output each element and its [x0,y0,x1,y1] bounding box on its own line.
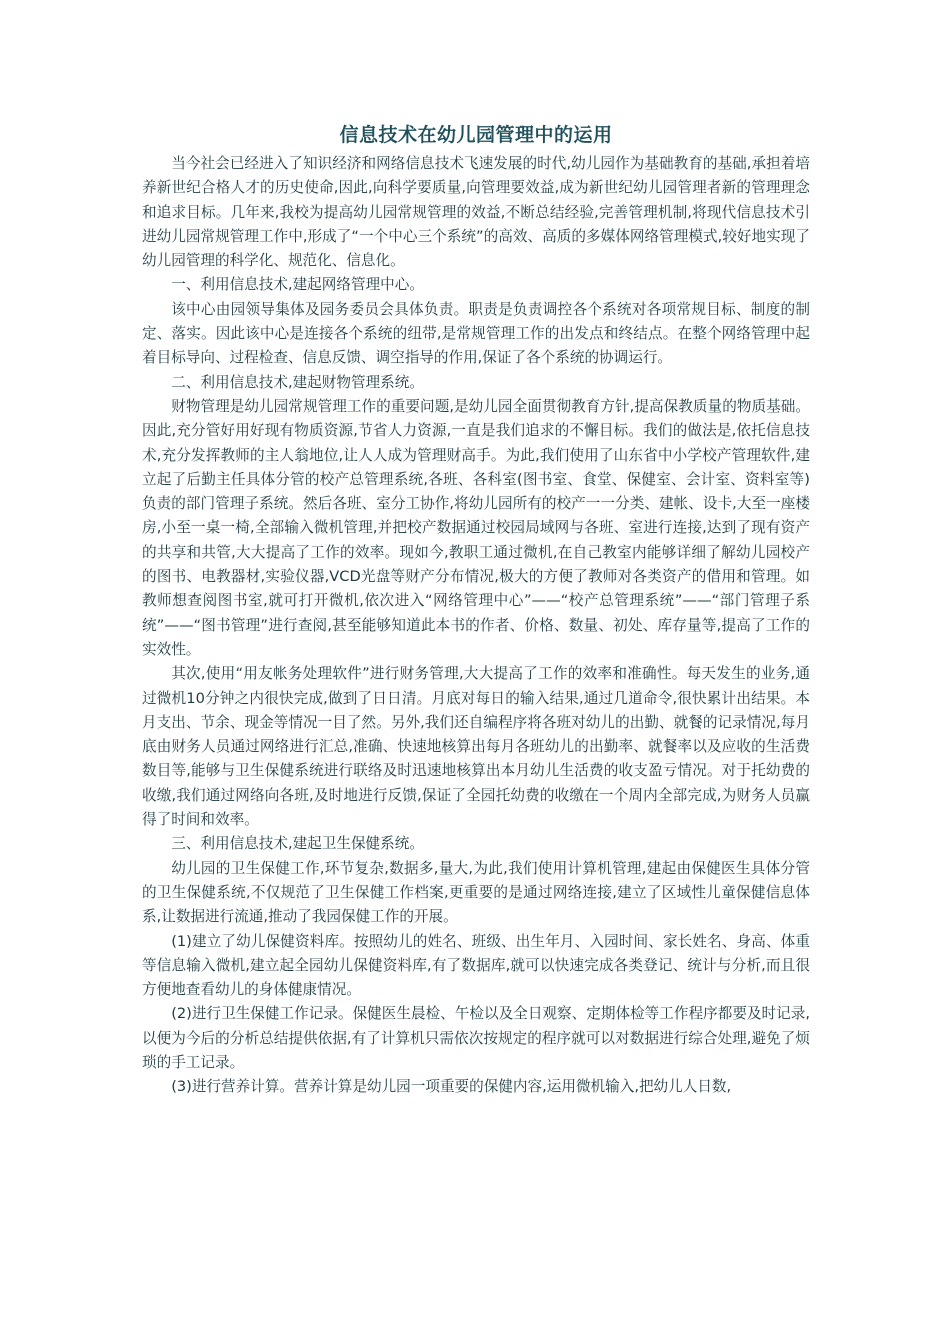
finance-paragraph: 其次,使用“用友帐务处理软件”进行财务管理,大大提高了工作的效率和准确性。每天发生的业务,通过微机10分钟之内很快完成,做到了日日清。月底对每日的输入结果,通过几道命令,很快累计出结果。本月支出、节余、现金等情况一目了然。另外,我们还自编程序将各班对幼儿的出勤、就餐的记录情况,每月底由财务人员通过网络进行汇总,准确、快速地核算出每月各班幼儿的出勤率、就餐率以及应收的生活费数目等,能够与卫生保健系统进行联络及时迅速地核算出本月幼儿生活费的收支盈亏情况。对于托幼费的收缴,我们通过网络向各班,及时地进行反馈,保证了全园托幼费的收缴在一个周内全部完成,为财务人员赢得了时间和效率。 [142,665,810,829]
network-center-paragraph: 该中心由园领导集体及园务委员会具体负责。职责是负责调控各个系统对各项常规目标、制度的制定、落实。因此该中心是连接各个系统的纽带,是常规管理工作的出发点和终结点。在整个网络管理中起着目标导向、过程检查、信息反馈、调空指导的作用,保证了各个系统的协调运行。 [142,300,810,367]
health-item-3-paragraph: (3)进行营养计算。营养计算是幼儿园一项重要的保健内容,运用微机输入,把幼儿人日数, [171,1078,732,1096]
section-heading-health-system: 三、利用信息技术,建起卫生保健系统。 [171,835,424,853]
document-page [142,118,810,1100]
section-heading-network-center: 一、利用信息技术,建起网络管理中心。 [171,276,424,294]
intro-paragraph: 当今社会已经进入了知识经济和网络信息技术飞速发展的时代,幼儿园作为基础教育的基础,承担着培养新世纪合格人才的历史使命,因此,向科学要质量,向管理要效益,成为新世纪幼儿园管理者新的管理理念和追求目标。几年来,我校为提高幼儿园常规管理的效益,不断总结经验,完善管理机制,将现代信息技术引进幼儿园常规管理工作中,形成了“一个中心三个系统”的高效、高质的多媒体网络管理模式,较好地实现了幼儿园管理的科学化、规范化、信息化。 [142,155,810,270]
health-system-paragraph: 幼儿园的卫生保健工作,环节复杂,数据多,量大,为此,我们使用计算机管理,建起由保健医生具体分管的卫生保健系统,不仅规范了卫生保健工作档案,更重要的是通过网络连接,建立了区域性儿童保健信息体系,让数据进行流通,推动了我园保健工作的开展。 [142,859,810,926]
health-item-2-paragraph: (2)进行卫生保健工作记录。保健医生晨检、午检以及全日观察、定期体检等工作程序都要及时记录,以便为今后的分析总结提供依据,有了计算机只需依次按规定的程序就可以对数据进行综合处理,避免了烦琐的手工记录。 [142,1005,810,1071]
health-item-1-paragraph: (1)建立了幼儿保健资料库。按照幼儿的姓名、班级、出生年月、入园时间、家长姓名、身高、体重等信息输入微机,建立起全园幼儿保健资料库,有了数据库,就可以快速完成各类登记、统计与分析,而且很方便地查看幼儿的身体健康情况。 [142,932,810,999]
document-title: 信息技术在幼儿园管理中的运用 [339,124,613,146]
section-heading-property-system: 二、利用信息技术,建起财物管理系统。 [171,373,424,391]
property-system-paragraph: 财物管理是幼儿园常规管理工作的重要问题,是幼儿园全面贯彻教育方针,提高保教质量的物质基础。因此,充分管好用好现有物质资源,节省人力资源,一直是我们追求的不懈目标。我们的做法是,依托信息技术,充分发挥教师的主人翁地位,让人人成为管理财高手。为此,我们使用了山东省中小学校产管理软件,建立起了后勤主任具体分管的校产总管理系统,各班、各科室(图书室、食堂、保健室、会计室、资料室等)负责的部门管理子系统。然后各班、室分工协作,将幼儿园所有的校产一一分类、建帐、设卡,大至一座楼房,小至一桌一椅,全部输入微机管理,并把校产数据通过校园局域网与各班、室进行连接,达到了现有资产的共享和共管,大大提高了工作的效率。现如今,教职工通过微机,在自己教室内能够详细了解幼儿园校产的图书、电教器材,实验仪器,VCD光盘等财产分布情况,极大的方便了教师对各类资产的借用和管理。如教师想查阅图书室,就可打开微机,依次进入“网络管理中心”——“校产总管理系统”——“部门管理子系统”——“图书管理”进行查阅,甚至能够知道此本书的作者、价格、数量、初处、库存量等,提高了工作的实效性。 [142,397,810,658]
